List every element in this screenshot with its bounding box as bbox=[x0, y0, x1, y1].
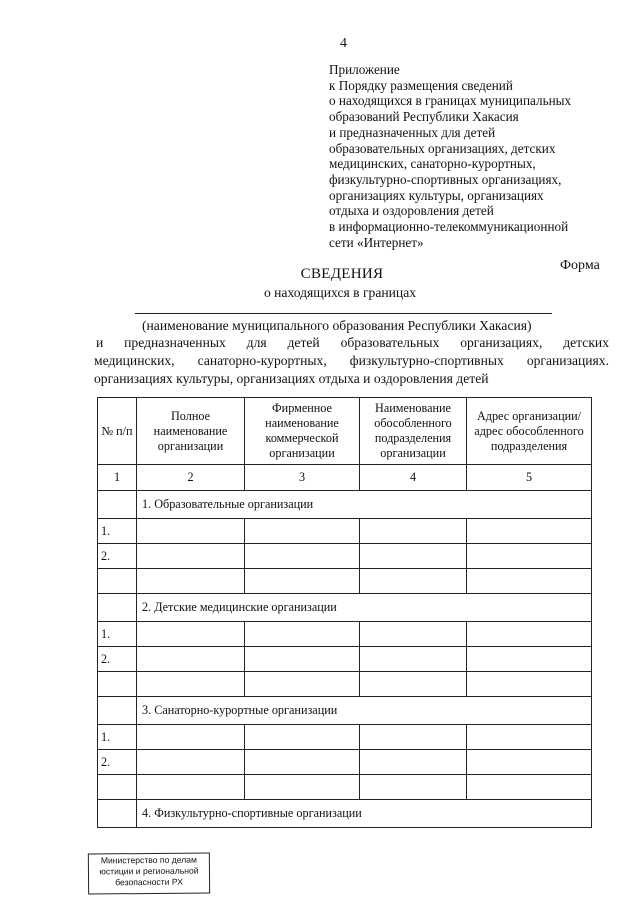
row-index: 1. bbox=[98, 725, 137, 750]
row-index bbox=[98, 569, 137, 594]
table-cell bbox=[467, 544, 592, 569]
appendix-line: организациях культуры, организациях bbox=[329, 187, 544, 203]
table-cell bbox=[137, 775, 245, 800]
table-cell bbox=[360, 647, 467, 672]
table-cell bbox=[360, 672, 467, 697]
table-cell bbox=[245, 750, 360, 775]
table-cell bbox=[467, 569, 592, 594]
table-cell bbox=[467, 672, 592, 697]
appendix-line: к Порядку размещения сведений bbox=[329, 77, 513, 93]
stamp-line: Министерство по делам bbox=[100, 854, 197, 866]
table-cell bbox=[137, 569, 245, 594]
organizations-table bbox=[97, 397, 592, 828]
table-cell bbox=[467, 750, 592, 775]
header-address: Адрес организации/адрес обособленного подразделения bbox=[467, 398, 592, 465]
row-index: 1. bbox=[98, 622, 137, 647]
column-number: 4 bbox=[360, 465, 467, 491]
section-title: 1. Образовательные организации bbox=[137, 491, 592, 519]
table-cell bbox=[360, 544, 467, 569]
column-number: 3 bbox=[245, 465, 360, 491]
table-cell bbox=[137, 622, 245, 647]
header-branch-name: Наименование обособленного подразделения организации bbox=[360, 398, 467, 465]
table-cell bbox=[137, 647, 245, 672]
table-cell bbox=[137, 519, 245, 544]
table-cell bbox=[467, 622, 592, 647]
row-index: 1. bbox=[98, 519, 137, 544]
stamp-line: юстиции и региональной bbox=[99, 865, 199, 877]
fill-in-line bbox=[135, 313, 552, 314]
page-number: 4 bbox=[340, 36, 347, 51]
appendix-line: и предназначенных для детей bbox=[329, 124, 496, 140]
table-cell bbox=[245, 544, 360, 569]
header-full-name: Полное наименование организации bbox=[137, 398, 245, 465]
appendix-line: образований Республики Хакасия bbox=[329, 109, 519, 125]
row-index: 2. bbox=[98, 750, 137, 775]
fill-in-caption: (наименование муниципального образования Республики Хакасия) bbox=[142, 318, 532, 333]
section-index-cell bbox=[98, 697, 137, 725]
appendix-line: о находящихся в границах муниципальных bbox=[329, 93, 572, 109]
table-cell bbox=[467, 519, 592, 544]
row-index: 2. bbox=[98, 544, 137, 569]
table-cell bbox=[245, 672, 360, 697]
table-cell bbox=[467, 725, 592, 750]
section-title: 2. Детские медицинские организации bbox=[137, 594, 592, 622]
document-title: СВЕДЕНИЯ bbox=[300, 266, 384, 282]
appendix-line: образовательных организациях, детских bbox=[329, 140, 556, 156]
document-subtitle: о находящихся в границах bbox=[263, 285, 417, 300]
table-cell bbox=[137, 544, 245, 569]
table-cell bbox=[137, 725, 245, 750]
appendix-line: физкультурно-спортивных организациях, bbox=[329, 171, 562, 187]
ministry-stamp bbox=[88, 852, 210, 894]
appendix-header bbox=[329, 62, 629, 250]
table-cell bbox=[245, 775, 360, 800]
header-brand-name: Фирменное наименование коммерческой организации bbox=[245, 398, 360, 465]
paragraph-line: медицинских, санаторно-курортных, физкультурно-спортивных организациях. bbox=[94, 353, 609, 368]
appendix-line: Приложение bbox=[329, 62, 400, 77]
table-cell bbox=[467, 647, 592, 672]
table-cell bbox=[245, 725, 360, 750]
table-cell bbox=[245, 519, 360, 544]
table-cell bbox=[137, 672, 245, 697]
table-cell bbox=[137, 750, 245, 775]
header-number: № п/п bbox=[98, 398, 137, 465]
appendix-line: отдыха и оздоровления детей bbox=[329, 203, 494, 219]
section-index-cell bbox=[98, 491, 137, 519]
table-cell bbox=[360, 750, 467, 775]
table-cell bbox=[360, 622, 467, 647]
column-number: 2 bbox=[137, 465, 245, 491]
paragraph-line: организациях культуры, организациях отдыха и оздоровления детей bbox=[94, 371, 489, 386]
column-number: 1 bbox=[98, 465, 137, 491]
table-cell bbox=[360, 775, 467, 800]
table-cell bbox=[360, 519, 467, 544]
section-title: 4. Физкультурно-спортивные организации bbox=[137, 800, 592, 828]
form-label: Форма bbox=[560, 258, 600, 273]
description-paragraph bbox=[94, 334, 609, 388]
table-cell bbox=[245, 569, 360, 594]
table-cell bbox=[467, 775, 592, 800]
appendix-line: в информационно-телекоммуникационной bbox=[329, 219, 569, 235]
appendix-line: сети «Интернет» bbox=[329, 234, 424, 250]
table-cell bbox=[245, 622, 360, 647]
section-index-cell bbox=[98, 800, 137, 828]
table-cell bbox=[360, 725, 467, 750]
row-index bbox=[98, 672, 137, 697]
column-number: 5 bbox=[467, 465, 592, 491]
row-index bbox=[98, 775, 137, 800]
row-index: 2. bbox=[98, 647, 137, 672]
paragraph-line: и предназначенных для детей образовательных организациях, детских bbox=[96, 335, 609, 350]
table-cell bbox=[360, 569, 467, 594]
appendix-line: медицинских, санаторно-курортных, bbox=[329, 156, 536, 172]
table-cell bbox=[245, 647, 360, 672]
section-index-cell bbox=[98, 594, 137, 622]
stamp-line: безопасности РХ bbox=[115, 876, 184, 888]
section-title: 3. Санаторно-курортные организации bbox=[137, 697, 592, 725]
